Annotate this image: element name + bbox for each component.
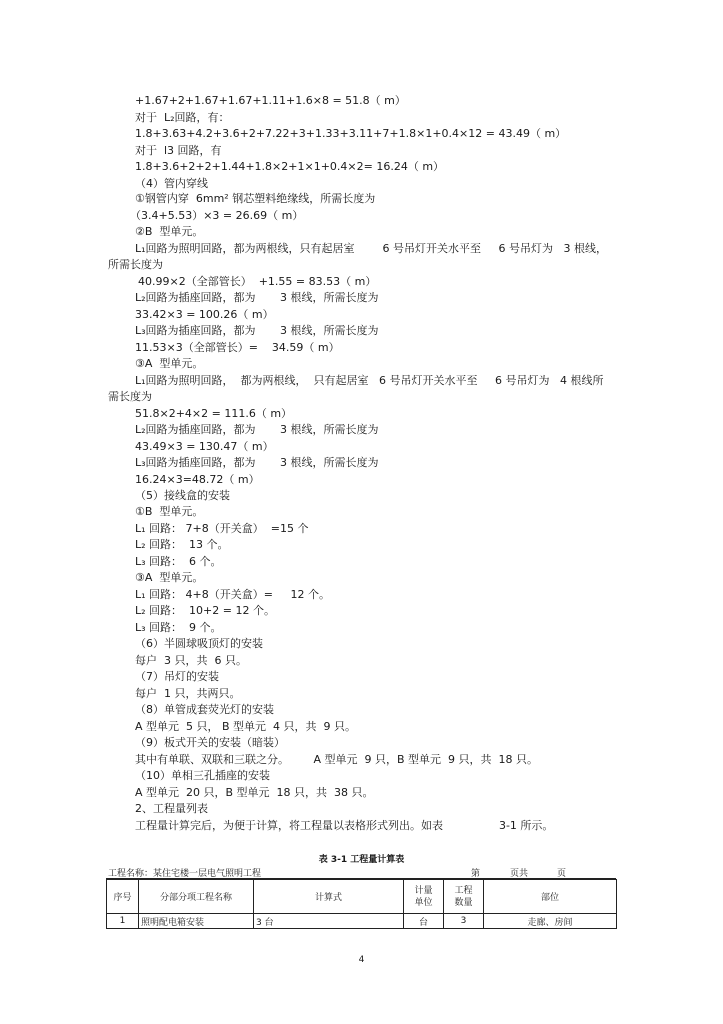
text-line: 需长度为 — [108, 390, 152, 403]
text-line: （3.4+5.53）×3 = 26.69（ m） — [130, 209, 304, 222]
text-line: ③A 型单元。 — [135, 357, 204, 370]
text-line: 对于 l3 回路，有 — [135, 144, 222, 157]
header-unit: 计量 单位 — [404, 880, 444, 914]
text-line: （5）接线盒的安装 — [135, 489, 230, 502]
page-label-first: 第 — [471, 869, 481, 879]
text-line: L₃回路为插座回路，都为 3 根线，所需长度为 — [135, 456, 379, 469]
text-line: （7）吊灯的安装 — [135, 670, 219, 683]
text-line: L₃ 回路： 6 个。 — [135, 555, 222, 568]
header-formula: 计算式 — [254, 880, 404, 914]
cell-qty: 3 — [444, 914, 484, 929]
text-line: L₁ 回路： 4+8（开关盒）= 12 个。 — [135, 588, 330, 601]
table-header-row — [107, 880, 617, 914]
text-line: ②B 型单元。 — [135, 225, 204, 238]
text-line: 其中有单联、双联和三联之分。 A 型单元 9 只，B 型单元 9 只，共 18 只。 — [135, 753, 539, 766]
cell-name: 照明配电箱安装 — [139, 914, 254, 929]
cell-unit: 台 — [404, 914, 444, 929]
text-line: A 型单元 20 只，B 型单元 18 只，共 38 只。 — [135, 786, 374, 799]
text-line: L₁回路为照明回路， 都为两根线， 只有起居室 6 号吊灯开关水平至 6 号吊灯为 4 根线所 — [135, 374, 604, 387]
text-line: ③A 型单元。 — [135, 571, 204, 584]
text-line: 51.8×2+4×2 = 111.6（ m） — [135, 407, 293, 420]
text-line: L₁ 回路： 7+8（开关盒） =15 个 — [135, 522, 309, 535]
page-label-end: 页 — [557, 869, 567, 879]
table-row — [107, 914, 617, 929]
text-line: 2、工程量列表 — [135, 802, 208, 815]
text-line: L₂回路为插座回路，都为 3 根线，所需长度为 — [135, 291, 379, 304]
text-line: ①B 型单元。 — [135, 505, 204, 518]
text-line: A 型单元 5 只， B 型单元 4 只，共 9 只。 — [135, 720, 357, 733]
header-seq: 序号 — [107, 880, 139, 914]
text-line: 33.42×3 = 100.26（ m） — [135, 308, 274, 321]
text-line: 11.53×3（全部管长）= 34.59（ m） — [135, 341, 340, 354]
project-name: 工程名称：某住宅楼一层电气照明工程 — [108, 869, 262, 879]
header-qty: 工程 数量 — [444, 880, 484, 914]
page-label-total: 页共 — [510, 869, 529, 879]
text-line: 1.8+3.6+2+2+1.44+1.8×2+1×1+0.4×2= 16.24（ m） — [135, 160, 445, 173]
text-line: L₂回路为插座回路，都为 3 根线，所需长度为 — [135, 423, 379, 436]
cell-location: 走廊、房间 — [484, 914, 617, 929]
text-line: 所需长度为 — [108, 258, 163, 271]
text-line: +1.67+2+1.67+1.67+1.11+1.6×8 = 51.8（ m） — [135, 94, 406, 107]
text-line: （4）管内穿线 — [135, 177, 208, 190]
text-line: 43.49×3 = 130.47（ m） — [135, 440, 274, 453]
text-line: L₃回路为插座回路，都为 3 根线，所需长度为 — [135, 324, 379, 337]
page-number: 4 — [358, 955, 365, 965]
cell-formula: 3 台 — [254, 914, 404, 929]
text-line: L₁回路为照明回路，都为两根线，只有起居室 6 号吊灯开关水平至 6 号吊灯为 3 根线， — [135, 242, 607, 255]
cell-seq: 1 — [107, 914, 139, 929]
header-location: 部位 — [484, 880, 617, 914]
quantity-table — [106, 879, 617, 929]
text-line: 每户 3 只，共 6 只。 — [135, 654, 247, 667]
text-line: （6）半圆球吸顶灯的安装 — [135, 637, 263, 650]
text-line: （9）板式开关的安装（暗装） — [135, 736, 285, 749]
text-line: L₂ 回路： 13 个。 — [135, 538, 229, 551]
text-line: （10）单相三孔插座的安装 — [135, 769, 270, 782]
text-line: 每户 1 只，共两只。 — [135, 687, 241, 700]
text-line: 16.24×3=48.72（ m） — [135, 473, 260, 486]
text-line: L₂ 回路： 10+2 = 12 个。 — [135, 604, 275, 617]
text-line: L₃ 回路： 9 个。 — [135, 621, 222, 634]
text-line: 对于 L₂回路，有： — [135, 111, 230, 124]
text-line: ①钢管内穿 6mm² 钢芯塑料绝缘线，所需长度为 — [135, 192, 376, 205]
text-line: 1.8+3.63+4.2+3.6+2+7.22+3+1.33+3.11+7+1.8×1+0.4×12 = 43.49（ m） — [135, 127, 567, 140]
table-caption: 表 3-1 工程量计算表 — [318, 855, 405, 865]
text-line: （8）单管成套荧光灯的安装 — [135, 703, 274, 716]
text-line: 40.99×2（全部管长） +1.55 = 83.53（ m） — [138, 275, 377, 288]
text-line: 工程量计算完后，为便于计算，将工程量以表格形式列出。如表 3-1 所示。 — [135, 819, 554, 832]
header-name: 分部分项工程名称 — [139, 880, 254, 914]
